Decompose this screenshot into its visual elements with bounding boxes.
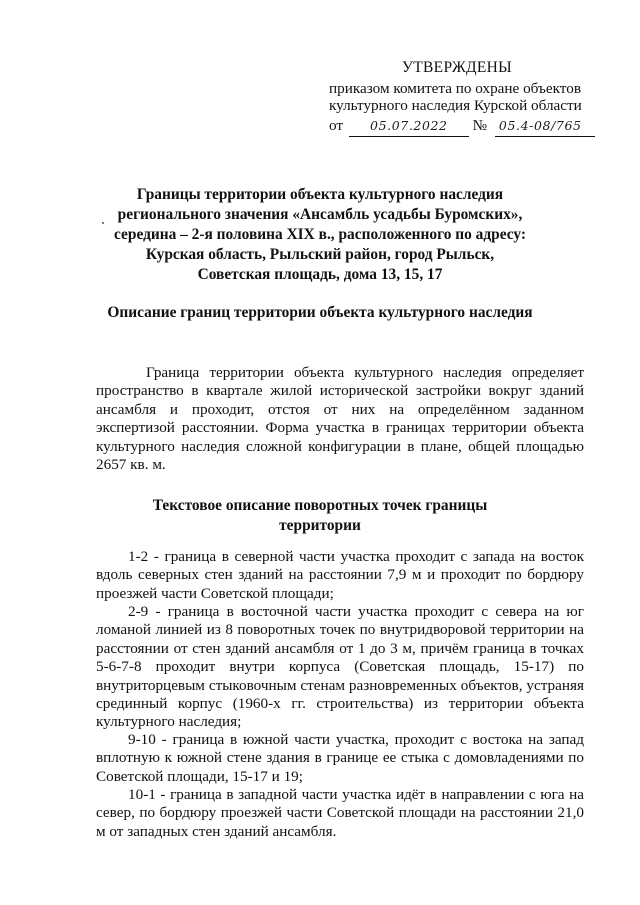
section-1-heading-text: Описание границ территории объекта культурного наследия bbox=[107, 304, 533, 321]
from-label: от bbox=[329, 117, 344, 134]
approval-heading: УТВЕРЖДЕНЫ bbox=[402, 59, 512, 76]
section-2-heading bbox=[92, 496, 548, 536]
title-line-2: регионального значения «Ансамбль усадьбы Буромских», bbox=[117, 206, 523, 223]
boundary-paragraph-9-10: 9-10 - граница в южной части участка, проходит с востока на запад вплотную к южной стене здания в границе ее стыка с домовладениями по Советской площади, 15-17 и 19; bbox=[96, 731, 584, 785]
order-date-number-line bbox=[329, 116, 629, 137]
order-number-handwritten: 05.4-08/765 bbox=[495, 116, 595, 137]
approval-line-1: приказом комитета по охране объектов bbox=[329, 80, 581, 97]
boundary-paragraph-10-1: 10-1 - граница в западной части участка идёт в направлении с юга на север, по бордюру проезжей части Советской площади на расстоянии 21,0 м от западных стен зданий ансамбля. bbox=[96, 786, 584, 840]
section-2-heading-line-2: территории bbox=[279, 517, 361, 534]
title-line-5: Советская площадь, дома 13, 15, 17 bbox=[197, 266, 443, 283]
approval-block bbox=[329, 59, 629, 137]
section-1-paragraph: Граница территории объекта культурного наследия определяет пространство в квартале жилой исторической застройки вокруг зданий ансамбля и проходит, отстоя от них на определённом заданном экспертизой расстоянии. Форма участка в границах территории объекта культурного наследия сложной конфигурации в плане, общей площадью 2657 кв. м. bbox=[96, 364, 584, 474]
title-line-3: середина – 2-я половина XIX в., расположенного по адресу: bbox=[114, 226, 526, 243]
number-label: № bbox=[472, 117, 488, 134]
boundary-paragraph-2-9: 2-9 - граница в восточной части участка проходит с севера на юг ломаной линией из 8 поворотных точек по внутридворовой территории на расстоянии от стен зданий ансамбля от 1 до 3 м, причём граница в точках 5-6-7-8 проходит внутри корпуса (Советская площадь, 15-17) по внутриторцевым стыковочным стенам разновременных объектов, устраняя срединный корпус (1960-х гг. строительства) из территории объекта культурного наследия; bbox=[96, 603, 584, 731]
section-2-heading-line-1: Текстовое описание поворотных точек границы bbox=[152, 497, 488, 514]
document-title bbox=[92, 185, 548, 285]
order-date-handwritten: 05.07.2022 bbox=[349, 116, 469, 137]
title-line-1: Границы территории объекта культурного наследия bbox=[136, 186, 504, 203]
approval-line-2: культурного наследия Курской области bbox=[329, 97, 582, 114]
boundary-paragraph-1-2: 1-2 - граница в северной части участка проходит с запада на восток вдоль северных стен зданий на расстоянии 7,9 м и проходит по бордюру проезжей части Советской площади; bbox=[96, 548, 584, 602]
title-line-4: Курская область, Рыльский район, город Рыльск, bbox=[145, 246, 495, 263]
section-1-heading bbox=[92, 303, 548, 323]
